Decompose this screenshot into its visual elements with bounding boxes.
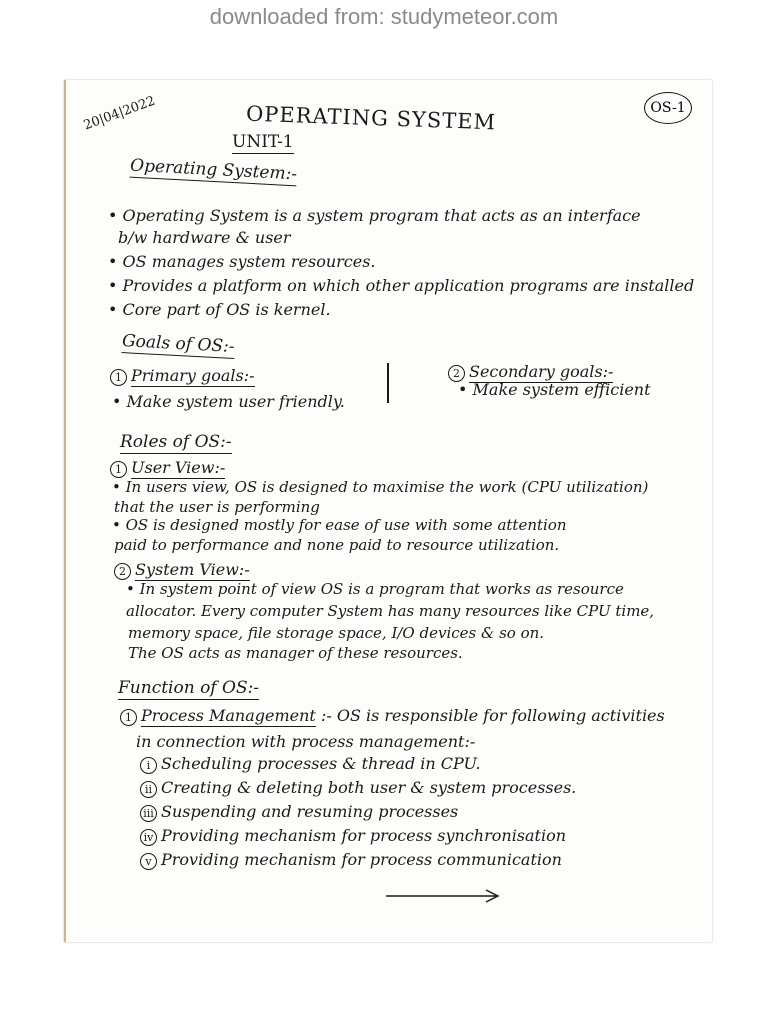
function-item-text: Creating & deleting both user & system processes. xyxy=(161,778,577,797)
system-view-line: allocator. Every computer System has many resources like CPU time, xyxy=(126,602,655,620)
user-view-title: User View:- xyxy=(131,458,226,477)
primary-goals-title: Primary goals:- xyxy=(131,366,255,385)
process-management-desc: :- OS is responsible for following activities xyxy=(320,706,665,725)
system-view-line: The OS acts as manager of these resources. xyxy=(128,644,463,662)
page-title: OPERATING SYSTEM xyxy=(245,101,497,135)
user-view-line: • OS is designed mostly for ease of use with some attention xyxy=(112,516,567,534)
roman-badge: v xyxy=(140,853,157,870)
number-badge: 1 xyxy=(110,369,127,386)
roles-heading: Roles of OS:- xyxy=(120,432,232,452)
goals-divider xyxy=(387,363,389,403)
os-bullet: • OS manages system resources. xyxy=(108,252,376,271)
goals-heading: Goals of OS:- xyxy=(121,331,236,357)
notebook-page xyxy=(64,80,712,942)
number-badge: 1 xyxy=(120,709,137,726)
user-view-line: that the user is performing xyxy=(114,498,320,516)
os-bullet: • Provides a platform on which other application programs are installed xyxy=(108,276,695,295)
system-view-line: • In system point of view OS is a program that works as resource xyxy=(126,580,624,598)
system-view-heading xyxy=(114,560,250,580)
roman-badge: i xyxy=(140,757,157,774)
user-view-heading xyxy=(110,458,225,478)
function-list-item xyxy=(140,802,458,822)
function-list-item xyxy=(140,850,562,870)
function-list-item xyxy=(140,826,566,846)
os-bullet: • Core part of OS is kernel. xyxy=(108,300,331,319)
date: 20|04|2022 xyxy=(81,93,158,134)
number-badge: 1 xyxy=(110,461,127,478)
user-view-line: • In users view, OS is designed to maximise the work (CPU utilization) xyxy=(112,478,649,496)
primary-goal-item: • Make system user friendly. xyxy=(112,392,345,411)
function-list-item xyxy=(140,754,481,774)
os-bullet: • Operating System is a system program that acts as an interface xyxy=(108,206,641,225)
roman-badge: ii xyxy=(140,781,157,798)
download-banner: downloaded from: studymeteor.com xyxy=(209,4,559,29)
function-item-text: Suspending and resuming processes xyxy=(161,802,459,821)
number-badge: 2 xyxy=(448,365,465,382)
number-badge: 2 xyxy=(114,563,131,580)
function-item-text: Scheduling processes & thread in CPU. xyxy=(161,754,481,773)
secondary-goals-title: Secondary goals:- xyxy=(469,362,614,381)
unit-label: UNIT-1 xyxy=(232,132,294,152)
roman-badge: iv xyxy=(140,829,157,846)
os-bullet-cont: b/w hardware & user xyxy=(118,228,291,247)
function-list-item xyxy=(140,778,576,798)
page-tag: OS-1 xyxy=(644,92,692,124)
primary-goals-heading xyxy=(110,366,255,386)
secondary-goals-heading xyxy=(448,362,613,382)
function-item-text: Providing mechanism for process synchronisation xyxy=(161,826,567,845)
process-management-desc-cont: in connection with process management:- xyxy=(136,732,476,751)
secondary-goal-item: • Make system efficient xyxy=(458,380,651,399)
roman-badge: iii xyxy=(140,805,157,822)
system-view-line: memory space, file storage space, I/O devices & so on. xyxy=(128,624,545,642)
function-item-text: Providing mechanism for process communication xyxy=(161,850,562,869)
process-management-heading xyxy=(120,706,665,726)
user-view-line: paid to performance and none paid to resource utilization. xyxy=(114,536,560,554)
system-view-title: System View:- xyxy=(135,560,250,579)
function-heading: Function of OS:- xyxy=(118,678,260,698)
os-heading: Operating System:- xyxy=(129,155,298,185)
continue-arrow-icon xyxy=(384,886,504,906)
process-management-title: Process Management xyxy=(141,706,316,725)
